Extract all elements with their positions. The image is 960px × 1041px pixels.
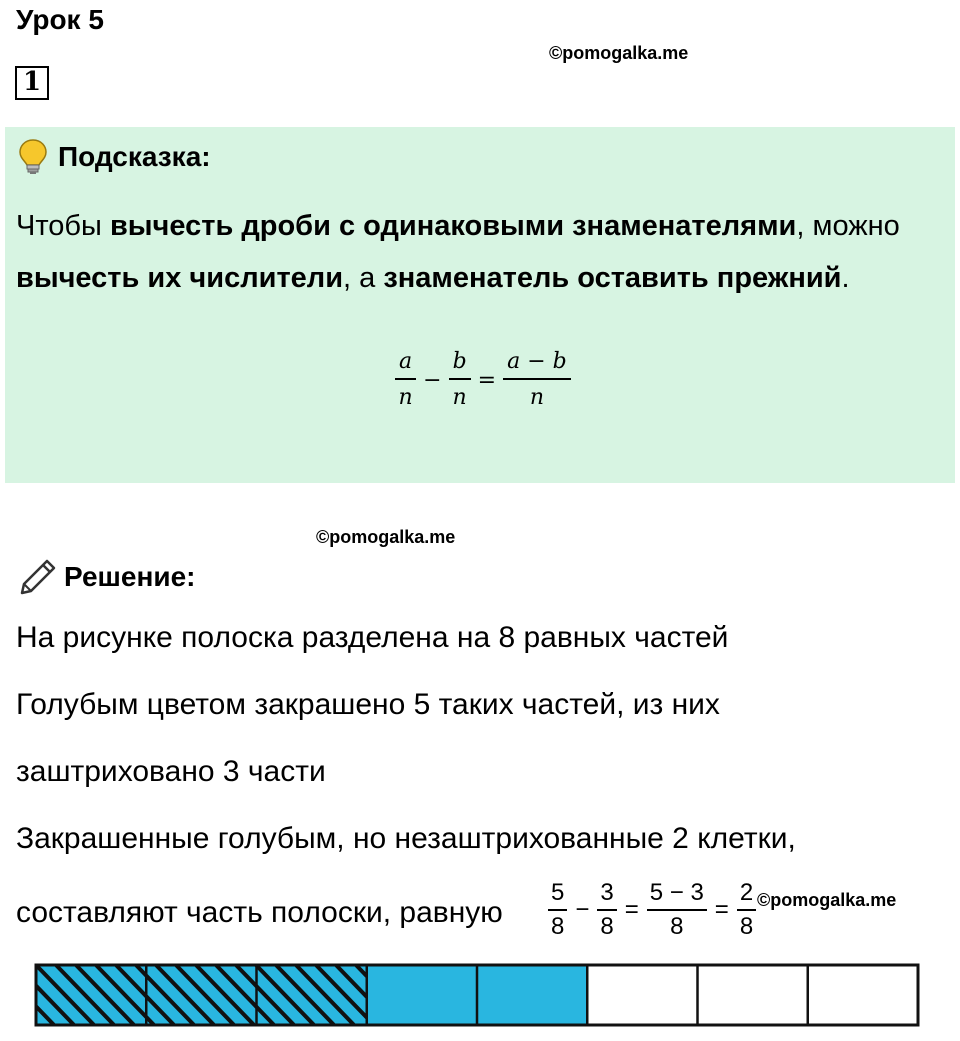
- fraction-3-8: [597, 880, 616, 940]
- solution-line-3: заштриховано 3 части: [16, 755, 326, 788]
- fraction-denominator: 8: [739, 913, 754, 940]
- hint-text: [16, 200, 916, 304]
- watermark-top: ©pomogalka.me: [549, 43, 689, 63]
- fraction-denominator: n: [529, 385, 544, 410]
- fraction-numerator: 5: [548, 880, 567, 911]
- hint-text-part: , а: [343, 262, 384, 294]
- lesson-title: Урок 5: [16, 4, 104, 35]
- hint-text-emphasis: вычесть их числители: [16, 262, 344, 294]
- hint-box: [5, 127, 955, 483]
- fraction-denominator: 8: [670, 913, 684, 940]
- strip-cell-hatched: [36, 965, 146, 1025]
- solution-line-1: На рисунке полоска разделена на 8 равных частей: [16, 621, 729, 654]
- fraction-a-over-n: [395, 350, 416, 410]
- solution-heading: [18, 557, 195, 597]
- fraction-2-8: [737, 880, 756, 940]
- solution-line-2: Голубым цветом закрашено 5 таких частей, из них: [16, 688, 720, 721]
- pencil-icon: [18, 557, 58, 597]
- fraction-numerator: 3: [597, 880, 616, 911]
- fraction-difference: [647, 880, 707, 940]
- fraction-result: [503, 350, 571, 410]
- fraction-denominator: n: [452, 385, 467, 410]
- solution-formula: [546, 880, 758, 940]
- fraction-b-over-n: [449, 350, 471, 410]
- solution-line-5: составляют часть полоски, равную: [16, 896, 503, 929]
- hint-heading-label: Подсказка:: [58, 141, 211, 172]
- strip-cell-empty: [587, 965, 697, 1025]
- equals-sign: =: [624, 896, 639, 923]
- watermark-middle: ©pomogalka.me: [316, 527, 456, 547]
- fraction-numerator: a − b: [503, 350, 571, 380]
- strip-cell-hatched: [257, 965, 367, 1025]
- hint-text-emphasis: знаменатель оставить прежний: [383, 262, 842, 294]
- hint-text-part: .: [841, 262, 850, 294]
- equals-sign: =: [477, 367, 497, 393]
- fraction-denominator: 8: [600, 913, 614, 940]
- hint-heading: [18, 138, 211, 176]
- solution-heading-label: Решение:: [64, 561, 196, 592]
- fraction-numerator: b: [449, 350, 471, 380]
- strip-cell-empty: [698, 965, 808, 1025]
- fraction-denominator: 8: [551, 913, 565, 940]
- minus-sign: −: [423, 367, 442, 393]
- fraction-numerator: 2: [737, 880, 756, 911]
- fraction-5-8: [548, 880, 567, 940]
- task-number: 1: [15, 66, 49, 100]
- hint-formula: [393, 350, 573, 410]
- solution-line-4: Закрашенные голубым, но незаштрихованные 2 клетки,: [16, 822, 796, 855]
- fraction-denominator: n: [398, 385, 413, 410]
- strip-cell-blue: [477, 965, 587, 1025]
- hint-text-part: Чтобы: [16, 210, 110, 242]
- minus-sign: −: [575, 896, 590, 923]
- strip-cell-empty: [808, 965, 918, 1025]
- watermark-bottom: ©pomogalka.me: [757, 890, 897, 910]
- fraction-numerator: 5 − 3: [647, 880, 707, 911]
- lightbulb-icon: [18, 138, 48, 176]
- hint-text-part: , можно: [796, 210, 900, 242]
- fraction-strip: [34, 963, 920, 1027]
- fraction-numerator: a: [395, 350, 416, 380]
- equals-sign: =: [714, 896, 729, 923]
- strip-cell-blue: [367, 965, 477, 1025]
- hint-text-emphasis: вычесть дроби с одинаковыми знаменателями: [109, 210, 797, 242]
